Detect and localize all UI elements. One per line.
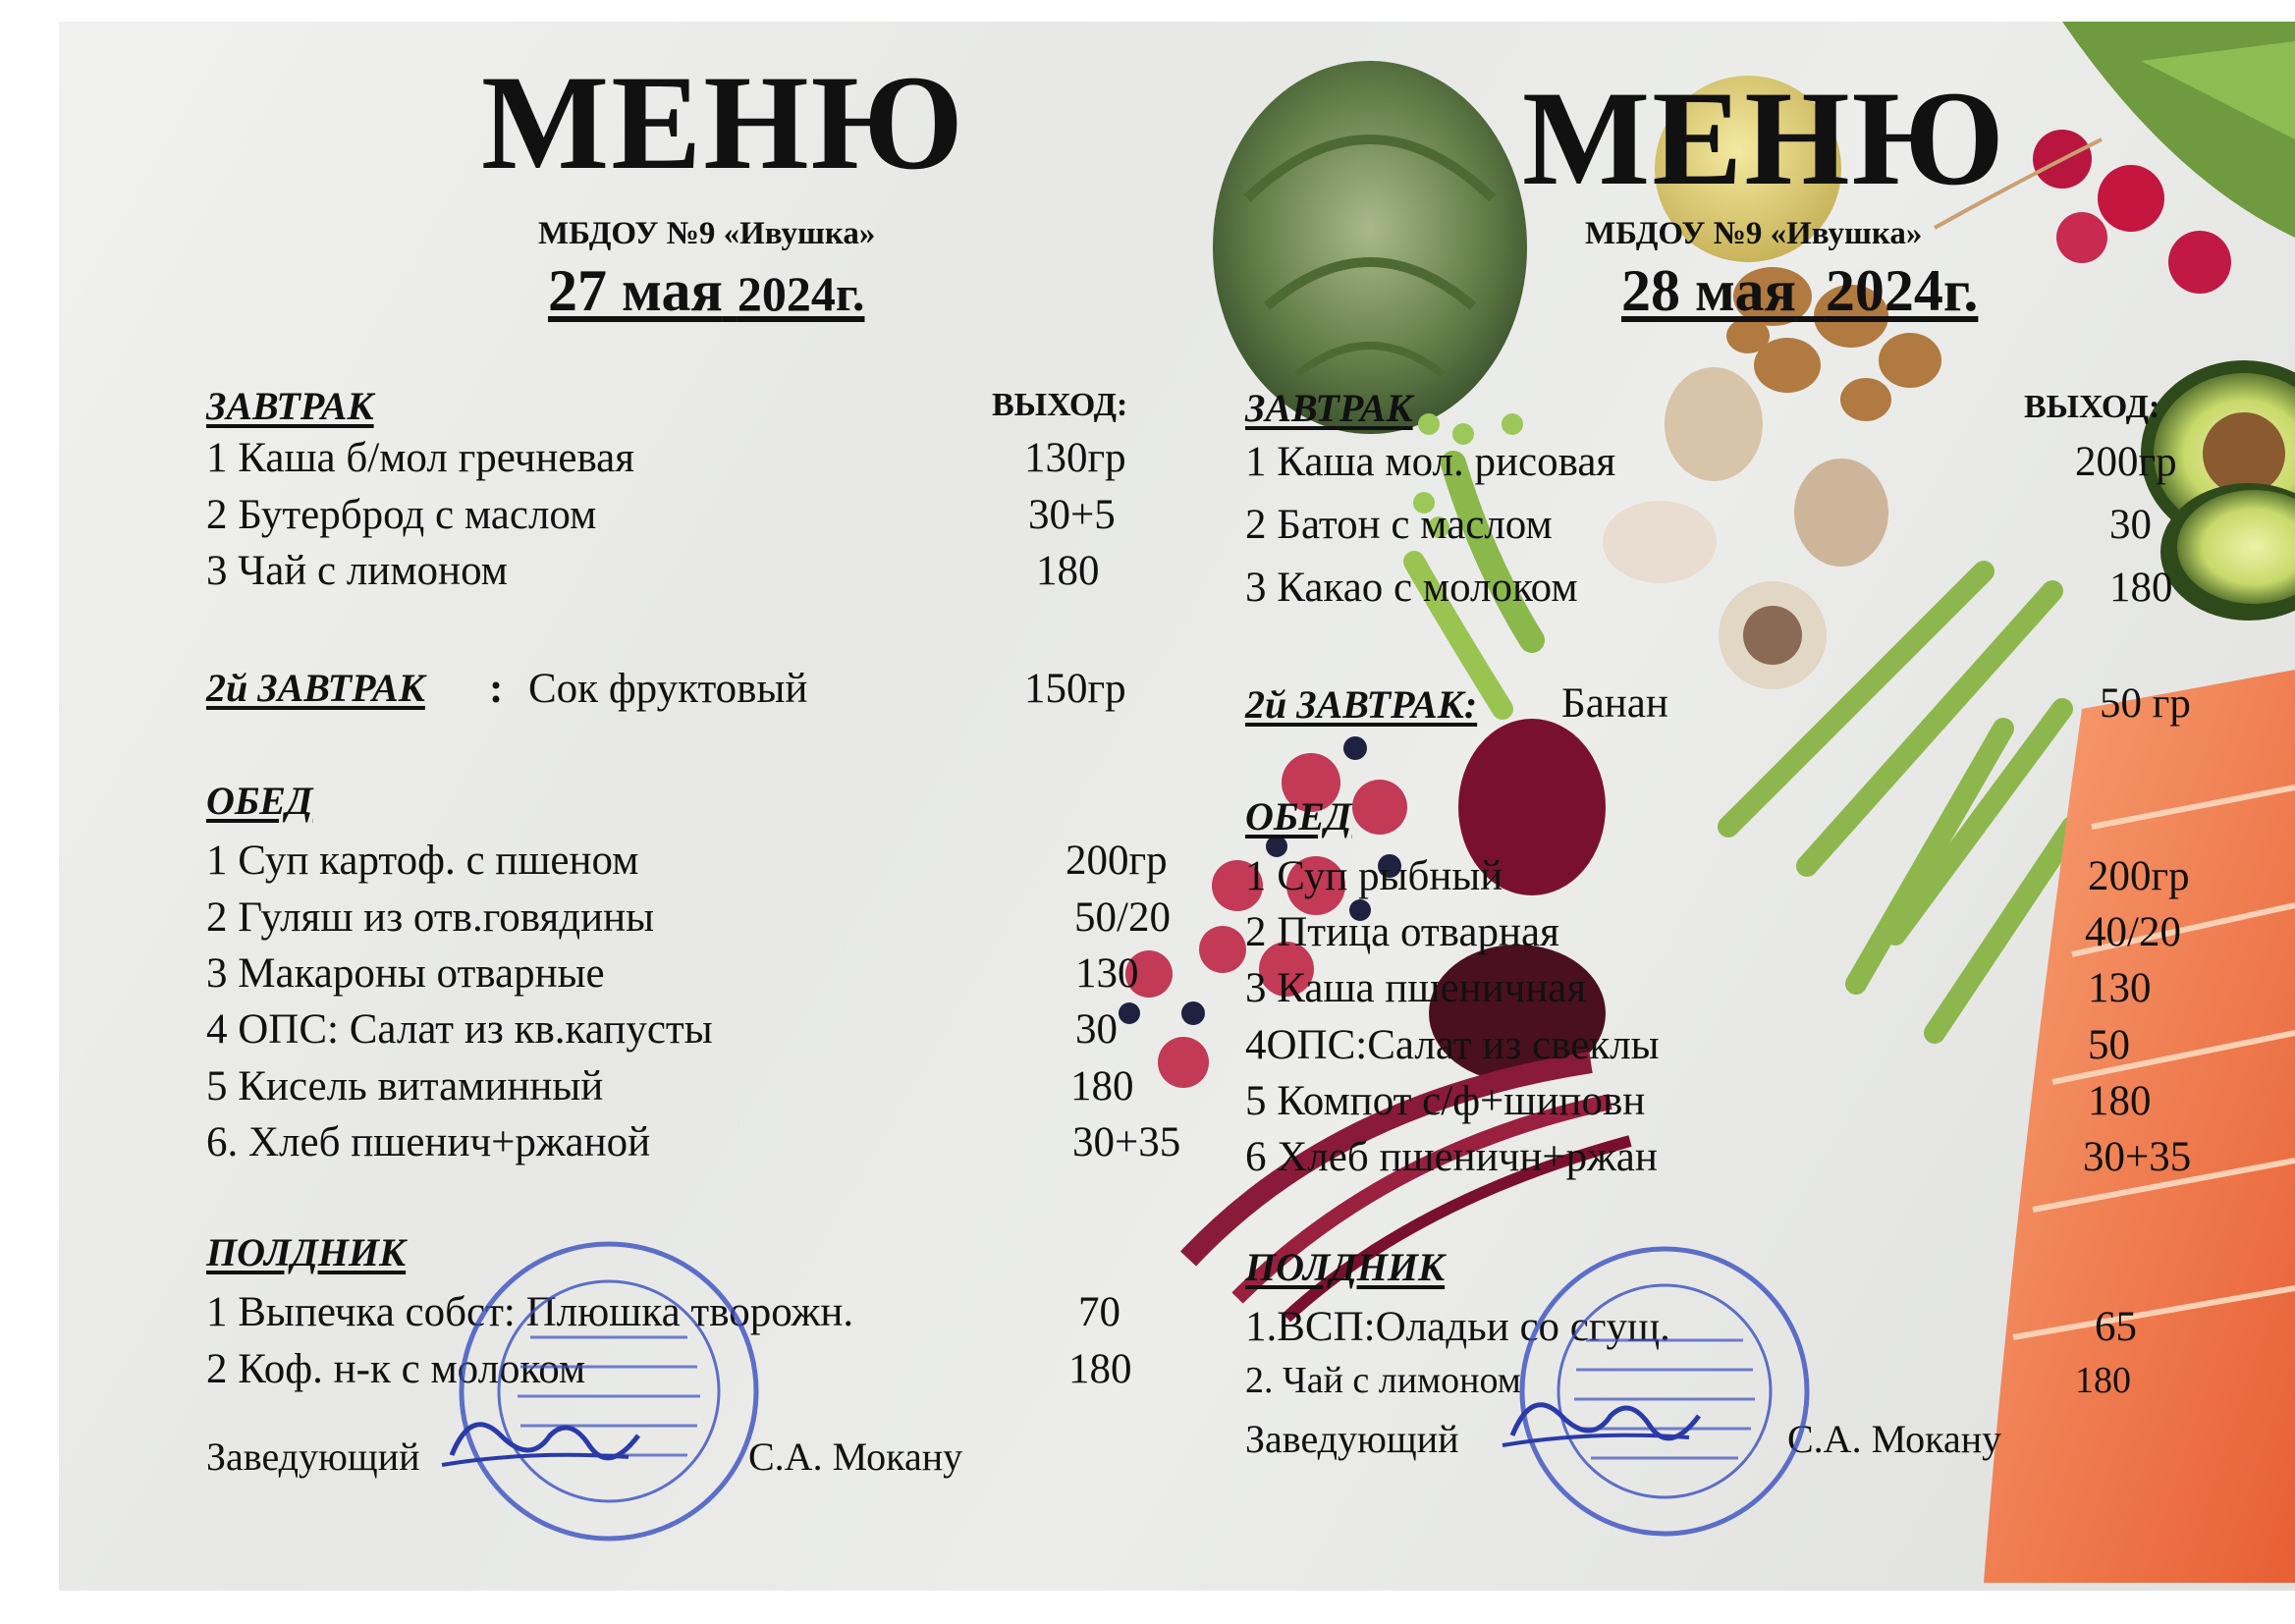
snack-qty: 70 — [1078, 1289, 1120, 1335]
second-breakfast-item: Сок фруктовый — [528, 666, 808, 712]
lunch-qty: 30+35 — [1072, 1119, 1181, 1165]
lunch-qty: 40/20 — [2085, 909, 2181, 955]
second-breakfast-heading: 2й ЗАВТРАК: — [1245, 682, 1478, 727]
breakfast-qty: 200гр — [2075, 439, 2177, 485]
breakfast-qty: 180 — [2109, 565, 2173, 611]
official-stamp — [447, 1229, 771, 1553]
second-breakfast-qty: 50 гр — [2100, 680, 2191, 727]
lunch-item: 4ОПС:Салат из свеклы — [1245, 1022, 1660, 1068]
breakfast-item: 2 Бутерброд с маслом — [206, 492, 597, 538]
school-name: МБДОУ №9 «Ивушка» — [538, 216, 876, 251]
lunch-item: 3 Макароны отварные — [206, 950, 605, 997]
head-title: Заведующий — [1245, 1417, 1459, 1461]
snack-item: 1 Выпечка собст: Плюшка творожн. — [206, 1289, 854, 1335]
lunch-item: 6. Хлеб пшенич+ржаной — [206, 1119, 651, 1165]
lunch-qty: 30+35 — [2083, 1134, 2192, 1180]
lunch-item: 1 Суп рыбный — [1245, 853, 1503, 899]
breakfast-qty: 30 — [2109, 502, 2152, 548]
breakfast-qty: 30+5 — [1028, 492, 1116, 538]
breakfast-item: 3 Чай с лимоном — [206, 548, 508, 594]
lunch-heading: ОБЕД — [1245, 794, 1352, 839]
date-day: 27 мая — [548, 258, 723, 323]
snack-heading: ПОЛДНИК — [206, 1230, 407, 1274]
menu-title: МЕНЮ — [481, 47, 966, 197]
snack-item: 2 Коф. н-к с молоком — [206, 1346, 586, 1392]
output-heading: ВЫХОД: — [2024, 389, 2160, 425]
lunch-qty: 50 — [2088, 1022, 2130, 1068]
breakfast-qty: 130гр — [1024, 435, 1126, 481]
lunch-item: 2 Птица отварная — [1245, 909, 1559, 955]
snack-qty: 180 — [1068, 1346, 1132, 1392]
lunch-item: 5 Кисель витаминный — [206, 1063, 604, 1110]
breakfast-qty: 180 — [1036, 548, 1100, 594]
lunch-qty: 200гр — [2088, 853, 2190, 899]
lunch-qty: 30 — [1075, 1006, 1118, 1053]
lunch-item: 2 Гуляш из отв.говядины — [206, 894, 655, 941]
mushrooms-image — [1603, 367, 1888, 689]
lunch-item: 6 Хлеб пшеничн+ржан — [1245, 1134, 1658, 1180]
breakfast-heading: ЗАВТРАК — [206, 384, 374, 428]
snack-qty: 65 — [2095, 1304, 2137, 1350]
menu-title: МЕНЮ — [1522, 63, 2007, 213]
breakfast-item: 1 Каша мол. рисовая — [1245, 439, 1616, 485]
snack-qty: 180 — [2075, 1360, 2131, 1401]
lunch-qty: 50/20 — [1074, 894, 1171, 941]
head-title: Заведующий — [206, 1435, 420, 1479]
menu-date — [548, 257, 865, 325]
head-name: С.А. Мокану — [1787, 1417, 2002, 1461]
signature — [432, 1396, 648, 1485]
breakfast-item: 1 Каша б/мол гречневая — [206, 435, 635, 481]
menu-sheet — [59, 22, 2295, 1591]
lunch-qty: 130 — [1075, 950, 1139, 997]
menu-date — [1621, 257, 1978, 325]
breakfast-heading: ЗАВТРАК — [1245, 386, 1413, 430]
second-breakfast-item: Банан — [1561, 680, 1668, 727]
output-heading: ВЫХОД: — [992, 387, 1128, 423]
lunch-qty: 130 — [2088, 965, 2152, 1011]
lunch-qty: 180 — [1070, 1063, 1134, 1110]
date-year: 2024г. — [1825, 258, 1979, 323]
second-breakfast-colon: : — [489, 666, 504, 712]
lunch-item: 5 Компот с/ф+шиповн — [1245, 1078, 1646, 1124]
lunch-item: 4 ОПС: Салат из кв.капусты — [206, 1006, 713, 1053]
breakfast-item: 2 Батон с маслом — [1245, 502, 1553, 548]
artichoke-image — [1213, 61, 1527, 434]
lunch-item: 1 Суп картоф. с пшеном — [206, 838, 639, 884]
school-name: МБДОУ №9 «Ивушка» — [1585, 216, 1923, 251]
lunch-heading: ОБЕД — [206, 779, 313, 823]
signature — [1493, 1377, 1709, 1465]
lunch-qty: 200гр — [1066, 838, 1168, 884]
snack-item: 2. Чай с лимоном — [1245, 1360, 1521, 1401]
lunch-qty: 180 — [2088, 1078, 2152, 1124]
snack-item: 1.ВСП:Оладьи со сгущ. — [1245, 1304, 1670, 1350]
second-breakfast-qty: 150гр — [1024, 666, 1126, 712]
breakfast-item: 3 Какао с молоком — [1245, 565, 1578, 611]
snack-heading: ПОЛДНИК — [1245, 1245, 1446, 1289]
date-year: 2024г. — [737, 266, 865, 321]
salmon-image — [1984, 670, 2295, 1583]
date-day: 28 мая — [1621, 258, 1796, 323]
second-breakfast-heading: 2й ЗАВТРАК — [206, 666, 425, 710]
lunch-item: 3 Каша пшеничная — [1245, 965, 1587, 1011]
head-name: С.А. Мокану — [748, 1435, 963, 1479]
